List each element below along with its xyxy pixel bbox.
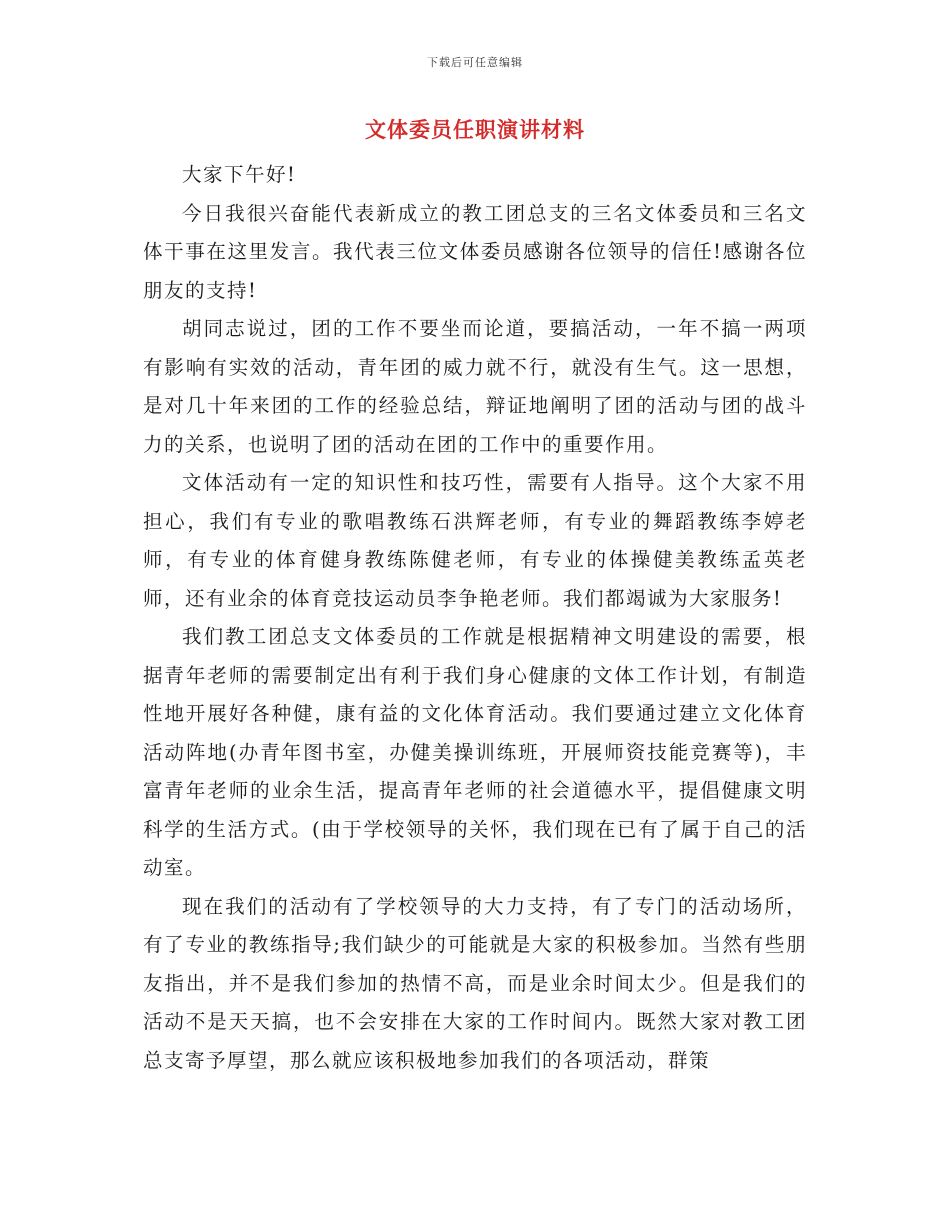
header-note: 下载后可任意编辑 bbox=[427, 56, 523, 69]
document-body bbox=[143, 156, 807, 1080]
paragraph: 今日我很兴奋能代表新成立的教工团总支的三名文体委员和三名文体干事在这里发言。我代表三位文体委员感谢各位领导的信任!感谢各位朋友的支持! bbox=[143, 201, 807, 302]
paragraph-greeting: 大家下午好! bbox=[182, 163, 297, 186]
paragraph: 文体活动有一定的知识性和技巧性，需要有人指导。这个大家不用担心，我们有专业的歌唱教练石洪辉老师，有专业的舞蹈教练李婷老师，有专业的体育健身教练陈健老师，有专业的体操健美教练孟英老师，还有业余的体育竞技运动员李争艳老师。我们都竭诚为大家服务! bbox=[143, 471, 807, 610]
paragraph: 胡同志说过，团的工作不要坐而论道，要搞活动，一年不搞一两项有影响有实效的活动，青年团的威力就不行，就没有生气。这一思想，是对几十年来团的工作的经验总结，辩证地阐明了团的活动与团的战斗力的关系，也说明了团的活动在团的工作中的重要作用。 bbox=[143, 317, 807, 456]
paragraph: 现在我们的活动有了学校领导的大力支持，有了专门的活动场所，有了专业的教练指导;我们缺少的可能就是大家的积极参加。当然有些朋友指出，并不是我们参加的热情不高，而是业余时间太少。但是我们的活动不是天天搞，也不会安排在大家的工作时间内。既然大家对教工团总支寄予厚望，那么就应该积极地参加我们的各项活动，群策 bbox=[143, 894, 807, 1072]
paragraph: 我们教工团总支文体委员的工作就是根据精神文明建设的需要，根据青年老师的需要制定出有利于我们身心健康的文体工作计划，有制造性地开展好各种健，康有益的文化体育活动。我们要通过建立文化体育活动阵地(办青年图书室，办健美操训练班，开展师资技能竞赛等)，丰富青年老师的业余生活，提高青年老师的社会道德水平，提倡健康文明科学的生活方式。(由于学校领导的关怀，我们现在已有了属于自己的活动室。 bbox=[143, 625, 807, 879]
document-title: 文体委员任职演讲材料 bbox=[365, 117, 585, 142]
